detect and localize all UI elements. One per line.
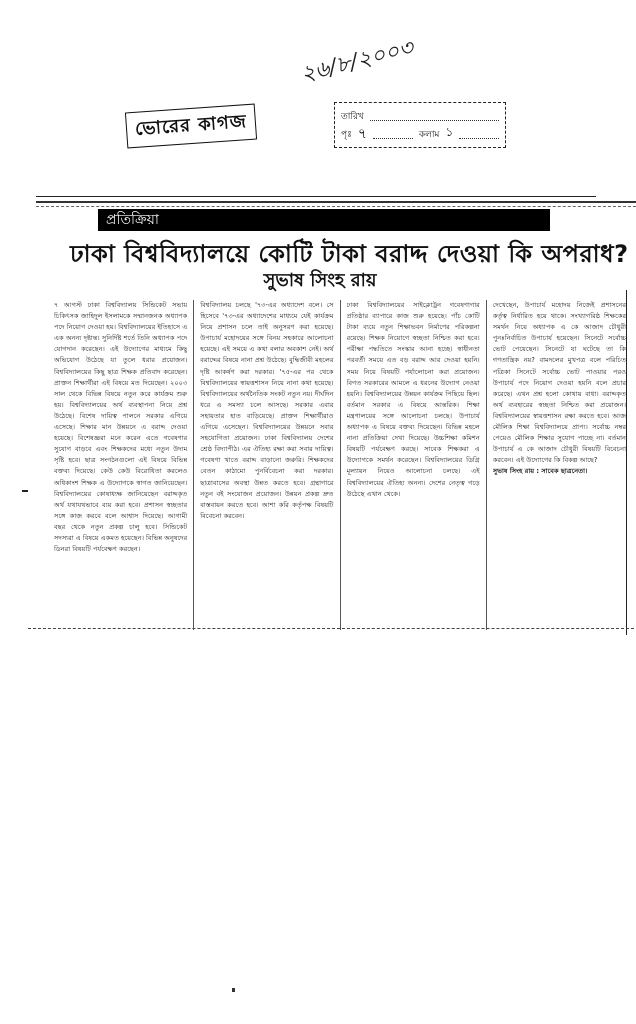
column-divider <box>193 300 194 630</box>
section-label-bar <box>98 209 550 231</box>
masthead-text: ভোরের কাগজ <box>134 110 248 140</box>
stamp-column-label: কলাম <box>418 129 440 140</box>
scan-speck <box>232 988 235 992</box>
stamp-page-row <box>341 125 499 143</box>
date-page-stamp <box>334 102 506 148</box>
clipping-bottom-edge <box>28 628 634 629</box>
article-column-2 <box>200 300 333 630</box>
article-byline: সুভাষ সিংহ রায় <box>263 270 377 291</box>
newspaper-masthead-stamp <box>125 104 257 149</box>
divider-line <box>36 196 596 197</box>
stamp-page-blank <box>373 130 413 139</box>
article-column-3 <box>347 300 480 630</box>
column-divider <box>486 300 487 630</box>
column-text: বিশ্ববিদ্যালয় চলছে '৭৩-এর অধ্যাদেশ বলে। সে হিসেবে '৭৩-এর অধ্যাদেশের মাধ্যমে যেই কার্যক্রম নিয়ে প্রশাসন চলে তাই অনুসরণ করা হয়েছে। উপাচার্য মহোদয়ের সঙ্গে বিনয় সহকারে আলোচনা হয়েছে। এই সময়ে এ কথা বলার অবকাশ নেই। অর্থ বরাদ্দের বিষয়ে নানা প্রশ্ন উঠেছে। বুদ্ধিজীবী মহলের দৃষ্টি আকর্ষণ করা দরকার। '৭৫-এর পর থেকে বিশ্ববিদ্যালয়ের স্বায়ত্তশাসন নিয়ে নানা কথা হয়েছে। বিশ্ববিদ্যালয়ের অর্থনৈতিক সংকট নতুন নয়। দীর্ঘদিন ধরে এ সমস্যা চলে আসছে। সরকার এবার সহায়তার হাত বাড়িয়েছে। প্রাক্তন শিক্ষার্থীরাও এগিয়ে এসেছেন। বিশ্ববিদ্যালয়ের উন্নয়নে সবার সহযোগিতা প্রয়োজন। ঢাকা বিশ্ববিদ্যালয় দেশের শ্রেষ্ঠ বিদ্যাপীঠ। এর ঐতিহ্য রক্ষা করা সবার দায়িত্ব। গবেষণা খাতে বরাদ্দ বাড়ানো জরুরি। শিক্ষকদের বেতন কাঠামো পুনর্বিবেচনা করা দরকার। ছাত্রাবাসের অবস্থা উন্নত করতে হবে। গ্রন্থাগারে নতুন বই সংযোজন প্রয়োজন। উন্নয়ন প্রকল্প দ্রুত বাস্তবায়ন করতে হবে। আশা করি কর্তৃপক্ষ বিষয়টি বিবেচনা করবেন। <box>200 301 334 520</box>
column-text: দেখেছেন, উপাচার্য মহোদয় নিজেই প্রশাসনের কর্তৃত্ব নির্ধারিত হয়ে থাকে। সংখ্যাগরিষ্ঠ শিক্ষকের সমর্থন নিয়ে অধ্যাপক এ কে আজাদ চৌধুরী পুনঃনির্বাচিত উপাচার্য হয়েছেন। সিনেটে সর্বোচ্চ ভোট পেয়েছেন। সিনেটে যা ঘটেছে তা কি গণতান্ত্রিক নয়? বামদলের মুখপত্র বলে পরিচিত পত্রিকা সিনেটে সর্বোচ্চ ভোট পাওয়ার পরও উপাচার্য পদে নিয়োগ দেওয়া হয়নি বলে প্রচার করেছে। এখন প্রশ্ন হলো কোথায় বাধা। বরাদ্দকৃত অর্থ ব্যবহারের স্বচ্ছতা নিশ্চিত করা প্রয়োজন। বিশ্ববিদ্যালয়ের স্বায়ত্তশাসন রক্ষা করতে হবে। আজ মৌলিক শিক্ষা বিশ্ববিদ্যালয়ে প্রাপ্য। সর্বোচ্চ নম্বর পেয়েও মৌলিক শিক্ষার সুযোগ পাচ্ছে না। বর্তমান উপাচার্য এ কে আজাদ চৌধুরী বিষয়টি বিবেচনা করবেন। এই উদ্যোগের কি বিকল্প আছে? <box>492 301 626 465</box>
stamp-column-blank <box>459 130 499 139</box>
clipping-edge-line <box>626 290 627 635</box>
section-label: প্রতিক্রিয়া <box>106 212 159 228</box>
stamp-page-label: পৃঃ <box>341 129 352 140</box>
column-divider <box>340 300 341 630</box>
margin-mark <box>22 490 28 492</box>
stamp-date-label: তারিখ <box>341 111 364 122</box>
article-column-4 <box>493 300 626 630</box>
handwritten-date: ২৬/৮/২০০৩ <box>298 35 417 88</box>
article-column-1 <box>54 300 187 630</box>
stamp-page-value: ৭ <box>357 126 368 142</box>
divider-line <box>36 201 636 203</box>
article-body <box>54 300 626 630</box>
article-headline: ঢাকা বিশ্ববিদ্যালয়ে কোটি টাকা বরাদ্দ দেওয়া কি অপরাধ? <box>70 240 629 268</box>
column-text: ঢাকা বিশ্ববিদ্যালয়ের সাইক্লোট্রন গবেষণাগার প্রতিষ্ঠার ব্যাপারে কাজ শুরু হয়েছে। পাঁচ কোটি টাকা ব্যয়ে নতুন শিক্ষাভবন নির্মাণের পরিকল্পনা রয়েছে। শিক্ষক নিয়োগে স্বচ্ছতা নিশ্চিত করা হবে। পরীক্ষা পদ্ধতিতে সংস্কার আনা হচ্ছে। স্বাধীনতা পরবর্তী সময়ে এত বড় বরাদ্দ আর দেওয়া হয়নি। সময় নিয়ে বিষয়টি পর্যালোচনা করা প্রয়োজন। বিগত সরকারের আমলে এ ধরনের উদ্যোগ নেওয়া হয়নি। বিশ্ববিদ্যালয়ের উন্নয়ন কার্যক্রম পিছিয়ে ছিল। বর্তমান সরকার এ বিষয়ে আন্তরিক। শিক্ষা মন্ত্রণালয়ের সঙ্গে আলোচনা চলছে। উপাচার্য অধ্যাপক এ বিষয়ে বক্তব্য দিয়েছেন। বিভিন্ন মহলে নানা প্রতিক্রিয়া দেখা দিয়েছে। উচ্চশিক্ষা কমিশন বিষয়টি পর্যবেক্ষণ করছে। সাবেক শিক্ষকরা এ উদ্যোগকে সমর্থন করেছেন। বিশ্ববিদ্যালয়ের ডিগ্রি মূল্যায়ন নিয়েও আলোচনা চলছে। এই বিশ্ববিদ্যালয়ের ঐতিহ্য অনন্য। দেশের নেতৃত্ব গড়ে উঠেছে এখান থেকে। <box>346 301 480 498</box>
author-signature: সুভাষ সিংহ রায় : সাবেক ছাত্রনেতা। <box>492 467 588 476</box>
stamp-column-value: ১ <box>445 125 454 139</box>
divider-line <box>36 206 636 207</box>
column-text: ৭ আগস্ট ঢাকা বিশ্ববিদ্যালয় সিন্ডিকেট সভায় চিকিৎসক জাহিদুল ইসলামকে সম্মানজনক অধ্যাপক পদে নিয়োগ দেওয়া হয়। বিশ্ববিদ্যালয়ের ইতিহাসে এ এক অনন্য দৃষ্টান্ত। সুনির্দিষ্ট শর্তে তিনি অধ্যাপক পদে যোগদান করেছেন। এই উদ্যোগের মাধ্যমে কিছু অভিযোগ উঠেছে যা তুলে ধরার প্রয়োজন। বিশ্ববিদ্যালয়ের কিছু ছাত্র শিক্ষক প্রতিবাদ করেছেন। প্রাক্তন শিক্ষার্থীরা এই বিষয়ে মত দিয়েছেন। ২০০৩ সাল থেকে বিভিন্ন বিষয়ে নতুন করে কার্যক্রম শুরু হয়। বিশ্ববিদ্যালয়ের অর্থ ব্যবস্থাপনা নিয়ে প্রশ্ন উঠেছে। বিশেষ দায়িত্ব পালনে সরকার এগিয়ে এসেছে। শিক্ষার মান উন্নয়নে এ বরাদ্দ দেওয়া হয়েছে। বিশেষজ্ঞরা মনে করেন এতে গবেষণার সুযোগ বাড়বে এবং শিক্ষকদের মধ্যে নতুন উদ্যম সৃষ্টি হবে। ছাত্র সংগঠনগুলো এই বিষয়ে বিভিন্ন বক্তব্য দিয়েছে। কেউ কেউ বিরোধিতা করলেও অধিকাংশ শিক্ষক এ উদ্যোগকে স্বাগত জানিয়েছেন। বিশ্ববিদ্যালয়ের কোষাধ্যক্ষ জানিয়েছেন বরাদ্দকৃত অর্থ যথাযথভাবে ব্যয় করা হবে। প্রশাসন স্বচ্ছতার সঙ্গে কাজ করবে বলে আশ্বাস দিয়েছে। আগামী বছর থেকে নতুন প্রকল্প চালু হবে। সিন্ডিকেট সদস্যরা এ বিষয়ে একমত হয়েছেন। বিভিন্ন অনুষদের ডিনরা বিষয়টি পর্যবেক্ষণ করছেন। <box>54 301 188 554</box>
stamp-date-blank <box>370 112 499 121</box>
